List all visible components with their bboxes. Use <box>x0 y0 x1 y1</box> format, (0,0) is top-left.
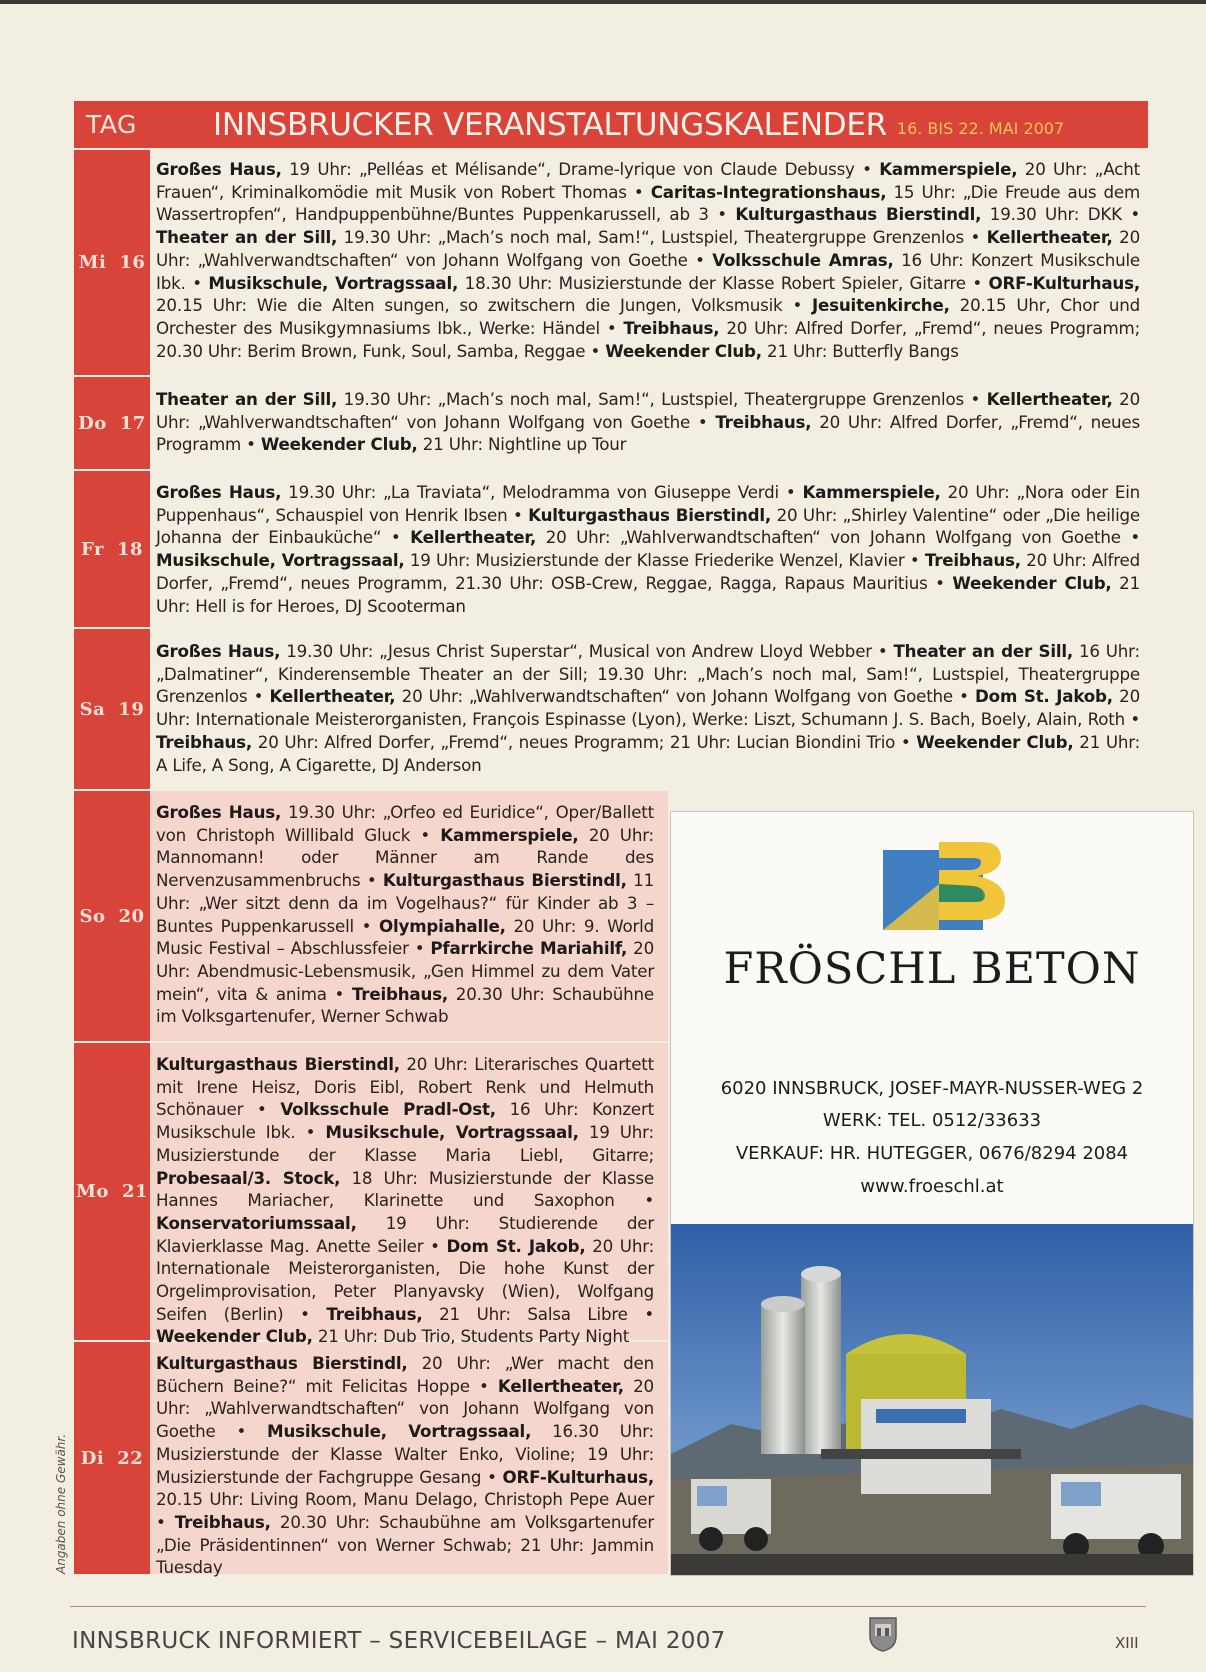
ad-brand: FRÖSCHL BETON <box>723 944 1141 994</box>
footer-rule <box>70 1606 1146 1607</box>
ad-website[interactable]: www.froeschl.at <box>860 1176 1004 1197</box>
venue-name: Großes Haus, <box>156 641 281 661</box>
event-details: 16 Uhr: „Dalmatiner“, Kinderensemble Theater an der Sill; 19.30 Uhr: „Mach’s noch mal, Sam!“, Lustspiel, Theatergruppe Grenzenlos • <box>156 641 1140 707</box>
weekday: Do <box>78 412 107 434</box>
event-details: 20 Uhr: „Nora oder Ein Puppenhaus“, Schauspiel von Henrik Ibsen • <box>156 482 1141 525</box>
event-details: 21 Uhr: Salsa Libre • <box>422 1303 654 1324</box>
event-details: 20 Uhr: Mannomann! oder Männer am Rande des Nervenzusammenbruchs • <box>156 824 654 891</box>
venue-name: Treibhaus, <box>924 550 1021 571</box>
weekday: Di <box>80 1447 105 1469</box>
venue-name: Kulturgasthaus Bierstindl, <box>156 1054 400 1074</box>
venue-name: Weekender Club, <box>952 572 1112 593</box>
event-details: 20 Uhr: Alfred Dorfer, „Fremd“, neues Programm; 21 Uhr: Lucian Biondini Trio • <box>252 731 917 752</box>
event-details: 20 Uhr: „Wer macht den Büchern Beine?“ mit Felicitas Hoppe • <box>156 1353 654 1396</box>
event-details: 19.30 Uhr: „La Traviata“, Melodramma von Giuseppe Verdi • <box>281 482 803 502</box>
venue-name: Kulturgasthaus Bierstindl, <box>382 870 627 891</box>
weekday: Mo <box>76 1181 109 1202</box>
weekday: So <box>79 905 106 927</box>
date-number: 20 <box>118 905 145 927</box>
event-details: 16 Uhr: Konzert Musikschule Ibk. • <box>156 249 1141 293</box>
venue-name: Treibhaus, <box>174 1511 271 1532</box>
day-label-mi <box>74 150 150 375</box>
weekday: Fr <box>80 538 104 560</box>
venue-name: Kellertheater, <box>410 527 537 548</box>
footer-publication: INNSBRUCK INFORMIERT – SERVICEBEILAGE – MAI 2007 <box>72 1628 726 1654</box>
event-details: 18 Uhr: Musizierstunde der Klasse Hannes Mariacher, Klarinette und Saxophon • <box>156 1167 654 1211</box>
event-details: 21 Uhr: Hell is for Heroes, DJ Scooterman <box>156 572 1140 616</box>
date-number: 21 <box>121 1181 148 1202</box>
venue-name: Dom St. Jakob, <box>446 1235 586 1256</box>
venue-name: Probesaal/3. Stock, <box>156 1167 341 1188</box>
event-details: 18.30 Uhr: Musizierstunde der Klasse Robert Spieler, Gitarre • <box>458 272 989 293</box>
venue-name: Kellertheater, <box>986 389 1113 409</box>
weekday: Mi <box>78 252 107 273</box>
event-details: 20 Uhr: „Shirley Valentine“ oder „Die heilige Johanna der Einbauküche“ • <box>156 504 1140 548</box>
event-details: 20 Uhr: „Wahlverwandtschaften“ von Johann Wolfgang von Goethe • <box>156 227 1140 270</box>
date-number: 22 <box>117 1447 144 1469</box>
day-entries-mi <box>156 158 1140 362</box>
venue-name: ORF-Kulturhaus, <box>502 1466 654 1487</box>
venue-name: Kulturgasthaus Bierstindl, <box>528 504 772 525</box>
event-details: 16.30 Uhr: Musizierstunde der Klasse Walter Enko, Violine; 19 Uhr: Musizierstunde der Fachgruppe Gesang • <box>156 1421 654 1487</box>
day-entries-di <box>156 1352 654 1579</box>
venue-name: Weekender Club, <box>916 731 1074 752</box>
venue-name: Volksschule Amras, <box>712 249 894 270</box>
date-number: 17 <box>119 412 146 434</box>
ad-address: 6020 INNSBRUCK, JOSEF-MAYR-NUSSER-WEG 2 <box>720 1078 1144 1099</box>
date-range: 16. BIS 22. MAI 2007 <box>896 119 1065 138</box>
venue-name: Kulturgasthaus Bierstindl, <box>156 1353 408 1373</box>
event-details: 19 Uhr: Musizierstunde der Klasse Friederike Wenzel, Klavier • <box>404 550 925 571</box>
event-details: 20 Uhr: Abendmusic-Lebensmusik, „Gen Himmel zu dem Vater mein“, vita & anima • <box>156 938 654 1004</box>
venue-name: Pfarrkirche Mariahilf, <box>430 938 628 959</box>
event-details: 19 Uhr: Studierende der Klavierklasse Mag. Anette Seiler • <box>156 1212 654 1256</box>
event-details: 20 Uhr: 9. World Music Festival – Abschlussfeier • <box>156 915 654 959</box>
event-details: 20.30 Uhr: Schaubühne im Volksgartenufer, Werner Schwab <box>156 983 654 1027</box>
event-details: 19.30 Uhr: „Jesus Christ Superstar“, Musical von Andrew Lloyd Webber • <box>280 641 894 661</box>
event-details: 19.30 Uhr: „Orfeo ed Euridice“, Oper/Ballett von Christoph Willibald Gluck • <box>156 802 654 845</box>
day-label-di <box>74 1342 150 1574</box>
ad-werk-phone: WERK: TEL. 0512/33633 <box>822 1110 1042 1131</box>
venue-name: Musikschule, Vortragssaal, <box>267 1421 532 1442</box>
venue-name: Kulturgasthaus Bierstindl, <box>735 204 982 225</box>
date-number: 19 <box>118 698 145 720</box>
venue-name: Musikschule, Vortragssaal, <box>208 272 459 293</box>
day-entries-so <box>156 801 654 1028</box>
event-details: 19.30 Uhr: „Mach’s noch mal, Sam!“, Lustspiel, Theatergruppe Grenzenlos • <box>337 389 987 409</box>
event-details: 20 Uhr: „Wahlverwandtschaften“ von Johann Wolfgang von Goethe • <box>156 389 1140 432</box>
venue-name: Kammerspiele, <box>802 482 941 502</box>
event-details: 20 Uhr: „Wahlverwandtschaften“ von Johann Wolfgang von Goethe • <box>536 527 1141 548</box>
event-details: 19.30 Uhr: DKK • <box>981 204 1140 225</box>
day-label-mo <box>74 1043 150 1340</box>
froeschl-logo-icon <box>877 840 1007 940</box>
page-number: XIII <box>1115 1634 1139 1652</box>
venue-name: Jesuitenkirche, <box>812 295 950 316</box>
venue-name: Kellertheater, <box>986 227 1113 248</box>
day-label-so <box>74 791 150 1041</box>
venue-name: Treibhaus, <box>156 731 253 752</box>
venue-name: Musikschule, Vortragssaal, <box>156 550 405 571</box>
venue-name: Theater an der Sill, <box>156 227 338 248</box>
venue-name: Kammerspiele, <box>440 824 579 845</box>
venue-name: Musikschule, Vortragssaal, <box>325 1122 579 1143</box>
ad-verkauf-phone: VERKAUF: HR. HUTEGGER, 0676/8294 2084 <box>735 1143 1129 1164</box>
venue-name: Kellertheater, <box>269 686 396 707</box>
event-details: 21 Uhr: A Life, A Song, A Cigarette, DJ Anderson <box>156 731 1140 775</box>
venue-name: ORF-Kulturhaus, <box>988 272 1140 293</box>
event-details: 20.15 Uhr, Chor und Orchester des Musikgymnasiums Ibk., Werke: Händel • <box>156 295 1140 338</box>
concrete-plant-photo <box>671 1224 1193 1575</box>
event-details: 20 Uhr: Alfred Dorfer, „Fremd“, neues Programm • <box>156 411 1140 455</box>
page-title: INNSBRUCKER VERANSTALTUNGSKALENDER <box>213 106 887 143</box>
event-details: 20 Uhr: „Wahlverwandtschaften“ von Johann Wolfgang von Goethe • <box>156 1375 654 1442</box>
day-entries-sa <box>156 640 1140 776</box>
venue-name: Treibhaus, <box>715 411 812 432</box>
event-details: 20.15 Uhr: Living Room, Manu Delago, Christoph Pepe Auer • <box>156 1489 654 1532</box>
venue-name: Weekender Club, <box>156 1326 313 1347</box>
event-details: 20 Uhr: Literarisches Quartett mit Irene Heisz, Doris Eibl, Robert Renk und Helmuth Schönauer • <box>156 1054 654 1120</box>
event-details: 11 Uhr: „Wer sitzt denn da im Vogelhaus?“ für Kinder ab 3 – Buntes Puppenkarussell • <box>156 870 654 936</box>
venue-name: Kellertheater, <box>497 1375 624 1396</box>
venue-name: Dom St. Jakob, <box>975 686 1113 707</box>
event-details: 16 Uhr: Konzert Musikschule Ibk. • <box>156 1099 654 1143</box>
event-details: 20 Uhr: Alfred Dorfer, „Fremd“, neues Programm, 21.30 Uhr: OSB-Crew, Reggae, Ragga, Rapaus Mauritius • <box>156 550 1140 593</box>
venue-name: Olympiahalle, <box>379 915 506 936</box>
event-details: 20 Uhr: Internationale Meisterorganisten, Die hohe Kunst der Orgelimprovisation, Peter Planyavsky (Wien), Wolfgang Seifen (Berlin) • <box>156 1235 654 1324</box>
venue-name: Großes Haus, <box>156 802 282 822</box>
weekday: Sa <box>79 698 106 720</box>
event-details: 21 Uhr: Butterfly Bangs <box>761 340 959 361</box>
venue-name: Kammerspiele, <box>879 159 1018 179</box>
event-details: 19 Uhr: „Pelléas et Mélisande“, Drame-lyrique von Claude Debussy • <box>281 159 880 179</box>
event-details: 20.15 Uhr: Wie die Alten sungen, so zwitschern die Jungen, Volksmusik • <box>156 295 813 316</box>
top-rule <box>0 0 1206 4</box>
day-entries-mo <box>156 1053 654 1348</box>
event-details: 19 Uhr: Musizierstunde der Klasse Maria Liebl, Gitarre; <box>156 1122 654 1165</box>
venue-name: Treibhaus, <box>623 317 720 338</box>
header-tag: TAG <box>86 110 137 139</box>
date-number: 16 <box>119 252 146 273</box>
disclaimer: Angaben ohne Gewähr. <box>54 1433 68 1574</box>
event-details: 20 Uhr: „Wahlverwandtschaften“ von Johann Wolfgang von Goethe • <box>395 686 976 707</box>
event-details: 21 Uhr: Nightline up Tour <box>417 434 627 455</box>
event-details: 20 Uhr: Alfred Dorfer, „Fremd“, neues Programm; 20.30 Uhr: Berim Brown, Funk, Soul, Samba, Reggae • <box>156 317 1140 361</box>
venue-name: Großes Haus, <box>156 159 282 179</box>
event-details: 15 Uhr: „Die Freude aus dem Wassertropfen“, Handpuppenbühne/Buntes Puppenkarussell, ab 3 • <box>156 181 1141 225</box>
venue-name: Konservatoriumssaal, <box>156 1212 357 1233</box>
calendar-header <box>74 101 1148 148</box>
day-label-fr <box>74 471 150 627</box>
event-details: 20 Uhr: „Acht Frauen“, Kriminalkomödie mit Musik von Robert Thomas • <box>156 159 1140 202</box>
venue-name: Weekender Club, <box>605 340 762 361</box>
venue-name: Caritas-Integrationshaus, <box>650 181 887 202</box>
city-crest-icon <box>868 1616 898 1652</box>
day-label-do <box>74 377 150 469</box>
day-entries-do <box>156 388 1140 456</box>
venue-name: Theater an der Sill, <box>156 389 338 409</box>
venue-name: Großes Haus, <box>156 482 282 502</box>
event-details: 19.30 Uhr: „Mach’s noch mal, Sam!“, Lustspiel, Theatergruppe Grenzenlos • <box>337 227 987 248</box>
venue-name: Treibhaus, <box>326 1303 423 1324</box>
event-details: 21 Uhr: Dub Trio, Students Party Night <box>312 1326 630 1347</box>
advertisement <box>670 811 1194 1576</box>
date-number: 18 <box>116 538 143 560</box>
venue-name: Treibhaus, <box>351 983 449 1004</box>
event-details: 20.30 Uhr: Schaubühne am Volksgartenufer „Die Präsidentinnen“ von Werner Schwab; 21 Uhr: Jammin Tuesday <box>156 1511 655 1578</box>
day-label-sa <box>74 629 150 789</box>
day-entries-fr <box>156 481 1140 617</box>
venue-name: Volksschule Pradl-Ost, <box>280 1099 496 1120</box>
event-details: 20 Uhr: Internationale Meisterorganisten, François Espinasse (Lyon), Werke: Liszt, Schumann J. S. Bach, Boely, Alain, Roth • <box>156 686 1140 730</box>
venue-name: Weekender Club, <box>260 434 418 455</box>
venue-name: Theater an der Sill, <box>893 641 1074 661</box>
